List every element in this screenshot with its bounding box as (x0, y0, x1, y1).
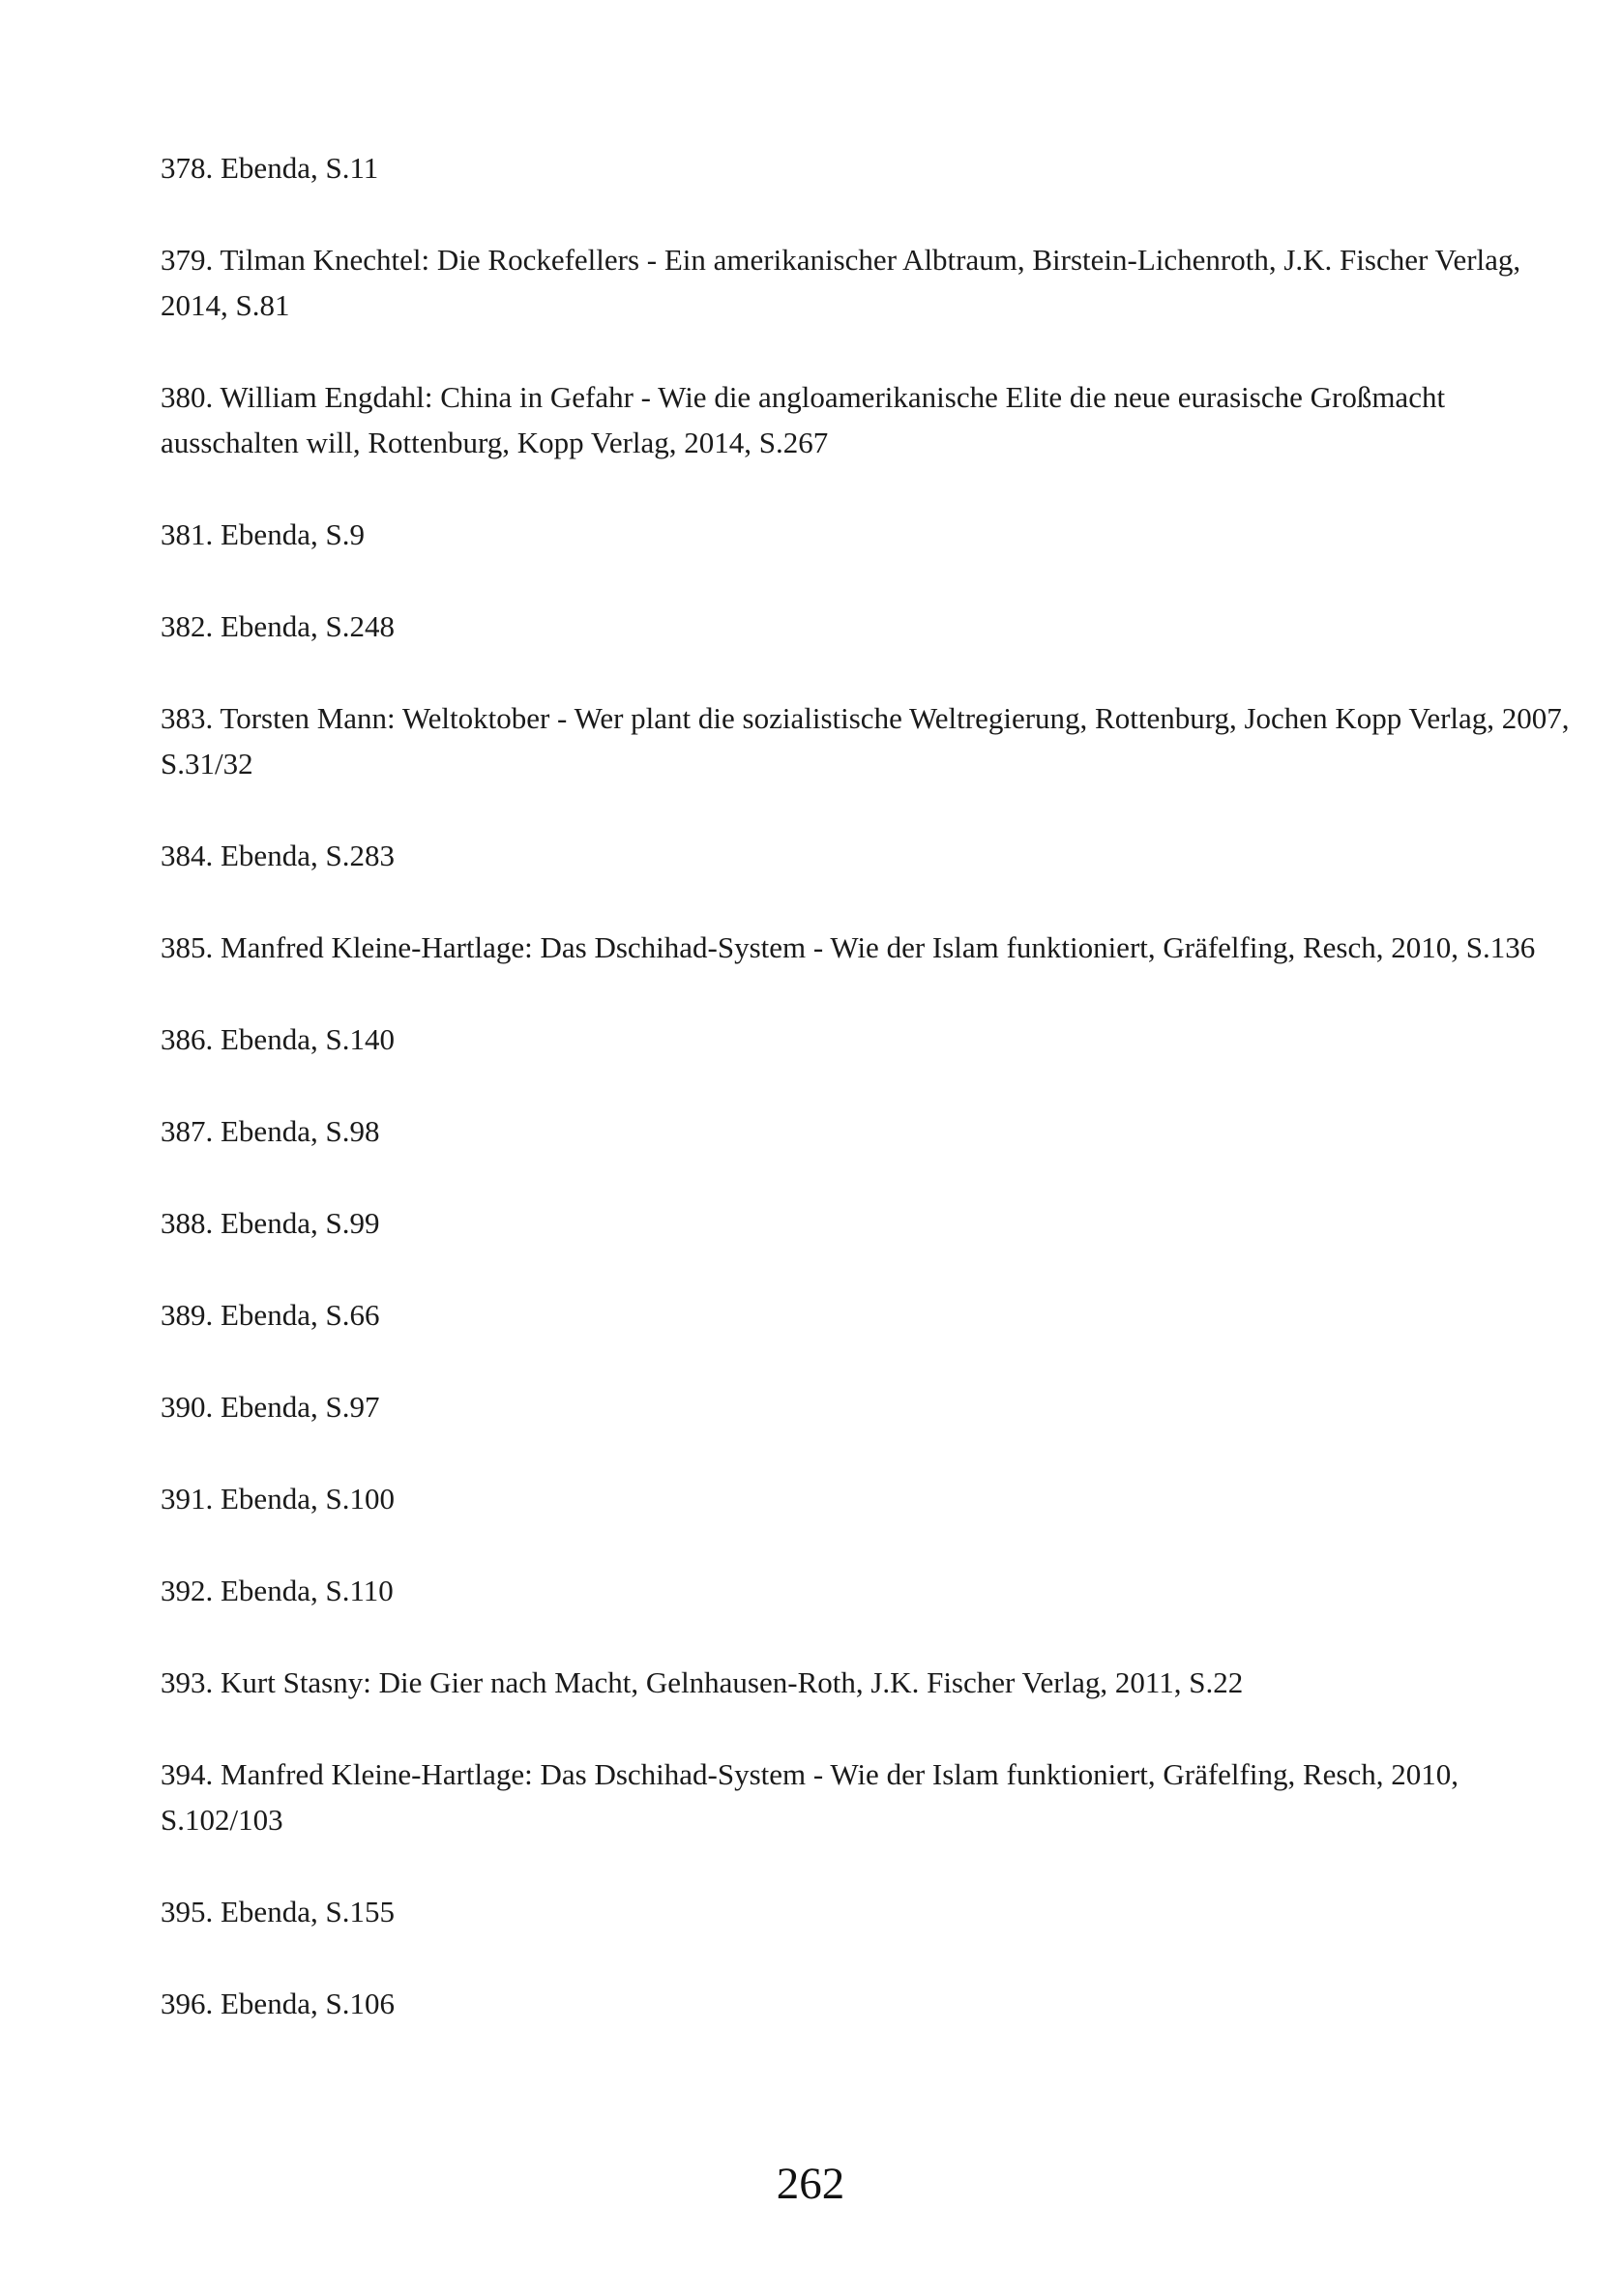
footnote-396: 396. Ebenda, S.106 (161, 1987, 395, 2020)
footnote-395: 395. Ebenda, S.155 (161, 1895, 395, 1928)
footnote-378: 378. Ebenda, S.11 (161, 151, 379, 185)
footnote-380: 380. William Engdahl: China in Gefahr - Wie die angloamerikanische Elite die neue eurasische Großmacht ausschalten will, Rottenburg, Kopp Verlag, 2014, S.267 (161, 380, 1446, 459)
footnote-391: 391. Ebenda, S.100 (161, 1482, 395, 1516)
footnote-390: 390. Ebenda, S.97 (161, 1390, 380, 1424)
footnote-388: 388. Ebenda, S.99 (161, 1206, 380, 1240)
footnote-382: 382. Ebenda, S.248 (161, 609, 395, 643)
footnote-list (161, 145, 1573, 2073)
footnote-379: 379. Tilman Knechtel: Die Rockefellers - Ein amerikanischer Albtraum, Birstein-Lichenroth, J.K. Fischer Verlag, 2014, S.81 (161, 243, 1521, 322)
footnote-394: 394. Manfred Kleine-Hartlage: Das Dschihad-System - Wie der Islam funktioniert, Gräfelfing, Resch, 2010, S.102/103 (161, 1757, 1459, 1837)
footnote-393: 393. Kurt Stasny: Die Gier nach Macht, Gelnhausen-Roth, J.K. Fischer Verlag, 2011, S.22 (161, 1665, 1244, 1699)
footnote-381: 381. Ebenda, S.9 (161, 517, 365, 551)
footnote-384: 384. Ebenda, S.283 (161, 839, 395, 872)
footnote-383: 383. Torsten Mann: Weltoktober - Wer plant die sozialistische Weltregierung, Rottenburg, Jochen Kopp Verlag, 2007, S.31/32 (161, 701, 1570, 780)
footnote-389: 389. Ebenda, S.66 (161, 1298, 380, 1332)
footnote-385: 385. Manfred Kleine-Hartlage: Das Dschihad-System - Wie der Islam funktioniert, Gräfelfing, Resch, 2010, S.136 (161, 930, 1536, 964)
footnote-386: 386. Ebenda, S.140 (161, 1022, 395, 1056)
page-number: 262 (776, 2159, 845, 2209)
footnote-392: 392. Ebenda, S.110 (161, 1574, 394, 1607)
footnote-387: 387. Ebenda, S.98 (161, 1114, 380, 1148)
